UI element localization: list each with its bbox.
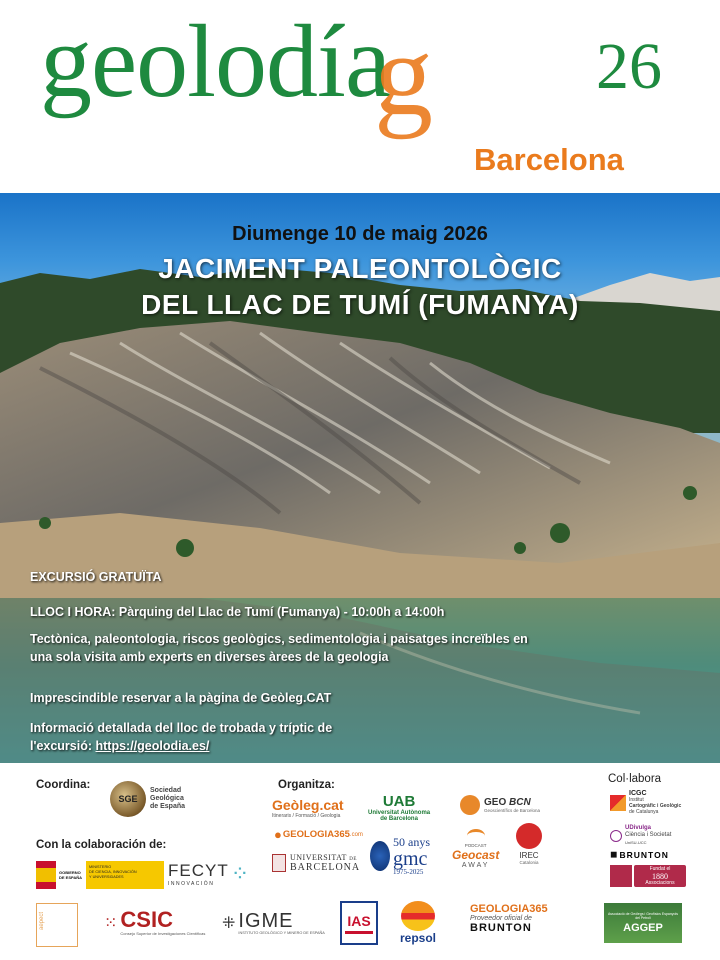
geobcn-logo xyxy=(460,795,540,815)
gobierno-line2: DE ESPAÑA xyxy=(59,875,83,880)
igme-name: IGME xyxy=(238,910,294,932)
fecyt-molecule-icon: ⁘ xyxy=(230,861,250,886)
aggep-logo xyxy=(604,903,682,943)
geologia365-suffix: .com xyxy=(349,831,363,838)
gobierno-line4: DE CIENCIA, INNOVACIÓN xyxy=(89,870,137,874)
repsol-logo xyxy=(400,901,436,945)
logo-orange-g: g xyxy=(374,9,432,140)
csic-emblem-icon: ⁙ xyxy=(104,914,118,932)
igme-sub: INSTITUTO GEOLÓGICO Y MINERO DE ESPAÑA xyxy=(238,931,325,935)
icgc-line2: Cartogràfic i Geològic xyxy=(629,803,682,809)
geobcn-name: GEO xyxy=(484,797,507,808)
repsol-emblem-icon xyxy=(401,901,435,931)
geologia365b-sub: Proveedor oficial de xyxy=(470,915,532,922)
gmc-years: 1975-2025 xyxy=(393,868,424,876)
header xyxy=(0,0,720,193)
uab-logo xyxy=(368,793,430,822)
gobierno-line5: Y UNIVERSIDADES xyxy=(89,875,124,879)
geologia365b-name: GEOLOGIA365 xyxy=(470,903,548,915)
uab-abbr: UAB xyxy=(382,793,416,810)
icgc-line3: de Catalunya xyxy=(629,809,659,815)
aepect-logo xyxy=(36,903,78,947)
fecyt-logo xyxy=(168,861,249,887)
free-excursion-text: EXCURSIÓ GRATUÏTA xyxy=(30,570,162,584)
description-line1: Tectònica, paleontologia, riscos geològics, sedimentologia i paisatges increïbles en xyxy=(30,632,528,646)
aepect-name: aepect xyxy=(39,911,46,931)
geologia365-g-icon: ● xyxy=(274,827,282,842)
geologia365-logo xyxy=(274,827,363,842)
geobcn-suffix: BCN xyxy=(509,797,531,808)
fecyt-name: FECYT xyxy=(168,861,229,880)
collabora-label: Col·labora xyxy=(608,773,662,785)
sge-line1: Sociedad xyxy=(150,787,182,794)
spain-shield-icon xyxy=(36,861,56,889)
icgc-line1: Institut xyxy=(629,797,644,803)
ub-shield-icon xyxy=(272,854,286,872)
fundat-square-icon xyxy=(610,865,632,887)
irec-logo xyxy=(516,823,542,865)
gmc-globe-icon xyxy=(370,841,390,871)
icgc-abbr: ICGC xyxy=(629,790,647,797)
udivulga-logo xyxy=(610,825,671,846)
icgc-square-icon xyxy=(610,795,626,811)
sge-abbr: SGE xyxy=(118,794,138,804)
reservation-text: Imprescindible reservar a la pàgina de Geòleg.CAT xyxy=(30,691,332,705)
detail-line2-prefix: l'excursió: xyxy=(30,739,96,753)
aggep-name: AGGEP xyxy=(623,922,663,934)
description-block xyxy=(30,630,528,666)
ias-logo xyxy=(340,901,378,945)
aggep-sub: Associació de Geòlegs i Geofísics Espanyols del Petroli xyxy=(607,912,679,920)
ub-logo xyxy=(272,853,360,873)
ias-stripe-icon xyxy=(345,931,373,934)
sponsors-footer xyxy=(0,763,720,960)
logo-year: 26 xyxy=(596,30,662,103)
icgc-logo xyxy=(610,791,681,815)
ub-de: DE xyxy=(349,857,357,862)
geoleg-sub: Itineraris / Formació / Geologia xyxy=(272,813,341,819)
organitza-label: Organitza: xyxy=(278,779,335,791)
logo-wordmark xyxy=(40,4,432,140)
gobierno-logo xyxy=(36,861,164,889)
fundat-year: 1880 xyxy=(652,872,668,881)
detail-block xyxy=(30,719,332,755)
gmc-name: gmc xyxy=(393,848,428,870)
geocast-sub: AWAY xyxy=(461,862,490,869)
brunton-name: BRUNTON xyxy=(619,849,669,860)
geologia365-brunton-logo xyxy=(470,903,548,934)
colaboracion-label: Con la colaboración de: xyxy=(36,839,167,851)
fundat-line1: Fundat el xyxy=(649,866,671,872)
geologia365-name: GEOLOGIA365 xyxy=(282,829,350,840)
brunton-mark-icon: ◼ xyxy=(610,849,618,859)
place-time-text: LLOC I HORA: Pàrquing del Llac de Tumí (Fumanya) - 10:00h a 14:00h xyxy=(30,605,445,619)
logo-word-text: geolodía xyxy=(40,4,391,119)
geocast-logo xyxy=(452,829,499,869)
gobierno-line3: MINISTERIO xyxy=(89,865,112,869)
sge-emblem-icon xyxy=(110,781,146,817)
ub-line1: UNIVERSITAT xyxy=(290,853,347,862)
detail-line2 xyxy=(30,737,332,755)
csic-sub: Consejo Superior de Investigaciones Científicas xyxy=(120,931,206,936)
detail-line1: Informació detallada del lloc de trobada y tríptic de xyxy=(30,721,333,735)
fecyt-sub: INNOVACIÓN xyxy=(168,881,215,887)
ub-line2: BARCELONA xyxy=(290,862,361,873)
ias-name: IAS xyxy=(347,912,371,929)
sge-line2: Geológica xyxy=(150,795,184,802)
uab-line1: Universitat Autònoma xyxy=(368,810,431,816)
geoleg-name: Geòleg.cat xyxy=(272,797,344,813)
geobcn-sub: Geoscientífics de Barcelona xyxy=(484,808,541,813)
brunton-logo xyxy=(610,849,669,860)
geocast-signal-icon xyxy=(467,829,485,843)
geocast-name: Geocast xyxy=(452,848,500,862)
irec-emblem-icon xyxy=(516,823,542,849)
gobierno-line1: GOBIERNO xyxy=(59,870,81,875)
coordina-label: Coordina: xyxy=(36,779,91,791)
geolodia-link[interactable]: https://geolodia.es/ xyxy=(95,739,210,753)
fundat-logo xyxy=(610,865,686,887)
geoleg-logo xyxy=(272,797,344,819)
igme-logo xyxy=(222,911,325,935)
geologia365b-brand: BRUNTON xyxy=(470,922,532,934)
logo-city: Barcelona xyxy=(474,142,624,177)
udivulga-name: UDivulga xyxy=(625,825,652,831)
geocast-small: PODCAST xyxy=(464,843,487,848)
uab-line2: de Barcelona xyxy=(380,816,418,822)
fundat-sub: Associacions xyxy=(645,880,675,886)
description-line2: una sola visita amb experts en diverses àrees de la geologia xyxy=(30,650,389,664)
geobcn-circle-icon xyxy=(460,795,480,815)
irec-sub: Catalonia xyxy=(519,860,539,865)
sge-line3: de España xyxy=(150,803,186,810)
event-date: Diumenge 10 de maig 2026 xyxy=(232,223,488,245)
sge-text xyxy=(150,787,185,811)
udivulga-circle-icon xyxy=(610,830,622,842)
csic-logo xyxy=(104,909,205,936)
repsol-name: repsol xyxy=(400,931,437,945)
landscape-photo xyxy=(0,193,720,763)
gmc-top: 50 anys xyxy=(393,835,430,849)
event-title-line1: JACIMENT PALEONTOLÒGIC xyxy=(158,253,562,284)
csic-name: CSIC xyxy=(120,907,173,932)
udivulga-line1: Ciència i Societat xyxy=(625,832,672,838)
event-title-line2: DEL LLAC DE TUMÍ (FUMANYA) xyxy=(141,289,579,320)
irec-name: IREC xyxy=(519,851,539,860)
gmc-logo xyxy=(370,835,430,876)
aepect-mark-icon xyxy=(36,903,78,947)
udivulga-line2: UniSU-UCC xyxy=(625,840,647,845)
sge-logo xyxy=(110,781,185,817)
igme-emblem-icon: ⁜ xyxy=(222,915,236,932)
